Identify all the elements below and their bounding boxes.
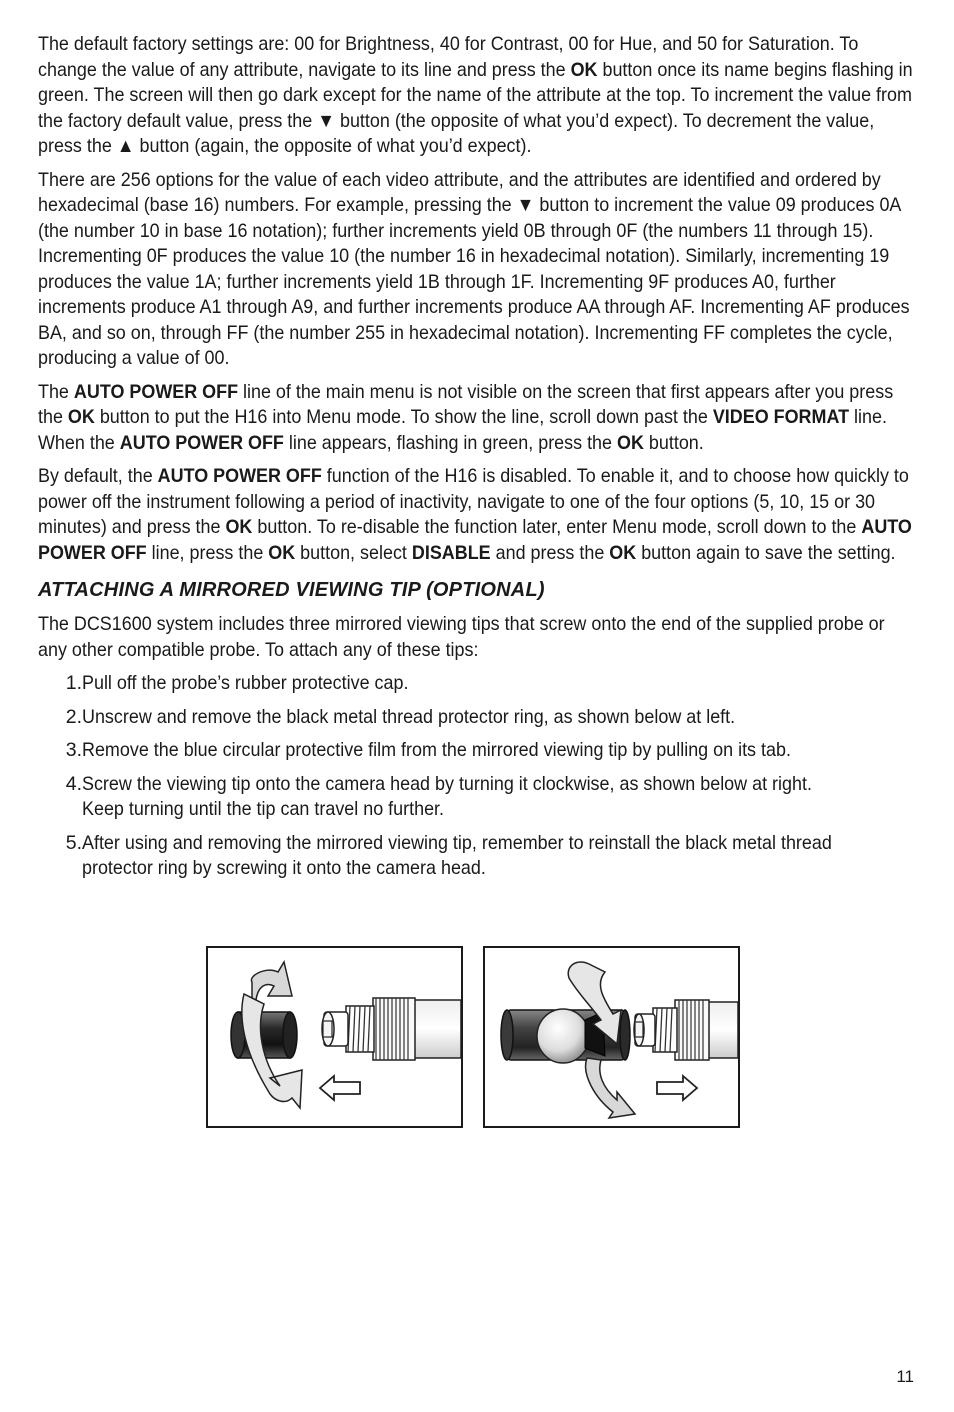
- step-number: 5.: [65, 831, 82, 854]
- step-text: Pull off the probe’s rubber protective cap.: [82, 672, 409, 694]
- camera-head: [322, 1012, 348, 1046]
- text-run: button. To re-disable the function later, enter Menu mode, scroll down to the: [252, 516, 862, 538]
- step-text: Remove the blue circular protective film from the mirrored viewing tip by pulling on its tab.: [82, 739, 791, 761]
- step-number: 4.: [65, 772, 82, 795]
- text-run: button, select: [295, 541, 412, 564]
- probe-cable: [707, 1002, 738, 1058]
- step-item: [38, 772, 914, 823]
- arrow-left-icon: [320, 1076, 360, 1100]
- text-run: function of the H16 is disabled. To enable it, and to choose how quickly to power off the instrument following a period of inactivity, navigate to one of the four options (5, 10, 15 or 30 minutes) and press the: [38, 465, 909, 538]
- bold-term: OK: [609, 541, 637, 564]
- page-body: [38, 32, 914, 890]
- arrow-right-icon: [657, 1076, 697, 1100]
- probe-cable: [413, 1000, 461, 1058]
- steps-list: [38, 671, 914, 882]
- text-run: By default, the: [38, 465, 158, 487]
- text-run: line of the main menu is not visible on the screen that first appears after you press the: [38, 380, 894, 428]
- text-run: line appears, flashing in green, press the: [283, 431, 617, 454]
- step-item: [38, 705, 914, 731]
- figure-attach-tip: [483, 946, 740, 1128]
- bold-term: AUTO POWER OFF: [119, 431, 284, 454]
- text-run: The: [38, 380, 74, 403]
- step-text: Unscrew and remove the black metal thread protector ring, as shown below at left.: [82, 705, 736, 728]
- bold-term: VIDEO FORMAT: [712, 406, 850, 428]
- paragraph-3: [38, 380, 914, 457]
- camera-head: [634, 1014, 655, 1046]
- body-text: [38, 32, 914, 566]
- bold-term: AUTO POWER OFF: [38, 516, 912, 564]
- step-item: [38, 671, 914, 697]
- text-run: button.: [643, 431, 704, 454]
- attach-tip-illustration: [485, 948, 738, 1126]
- paragraph-2: [38, 168, 914, 372]
- knurled-grip: [675, 1000, 709, 1060]
- text-run: button once its name begins flashing in green. The screen will then go dark except for the name of the attribute at the top. To increment the value from the factory default value, press the ▼ button (the opposite of what you’d expect). To decrement the value, press the ▲ button (again, the opposite of what you’d expect).: [38, 58, 913, 157]
- bold-term: OK: [268, 541, 296, 564]
- text-run: button again to save the setting.: [636, 541, 896, 564]
- page-number: 11: [896, 1367, 914, 1386]
- bold-term: OK: [616, 431, 644, 454]
- rotate-arrow-lower-icon: [586, 1058, 635, 1118]
- thread-section: [653, 1008, 677, 1052]
- bold-term: OK: [225, 516, 253, 538]
- step-number: 3.: [65, 739, 82, 761]
- text-run: button to put the H16 into Menu mode. To show the line, scroll down past the: [94, 406, 713, 428]
- step-item: [38, 831, 914, 882]
- text-run: The default factory settings are: 00 for Brightness, 40 for Contrast, 00 for Hue, and 50 for Saturation. To change the value of any attribute, navigate to its line and press the: [38, 33, 859, 81]
- mirror-lens: [537, 1009, 589, 1063]
- paragraph-1: [38, 32, 914, 160]
- knurled-grip: [373, 998, 415, 1060]
- figure-remove-ring: [206, 946, 463, 1128]
- figure-row: [206, 946, 741, 1130]
- bold-term: OK: [570, 58, 598, 81]
- bold-term: AUTO POWER OFF: [73, 380, 239, 403]
- text-run: line, press the: [146, 541, 269, 564]
- rotate-arrow-icon: [251, 962, 292, 1000]
- bold-term: DISABLE: [411, 541, 491, 564]
- thread-section: [346, 1006, 374, 1052]
- step-number: 1.: [65, 672, 82, 694]
- text-run: and press the: [490, 541, 610, 564]
- bold-term: OK: [67, 406, 95, 428]
- step-text: After using and removing the mirrored viewing tip, remember to reinstall the black metal thread protector ring by screwing it onto the camera head.: [82, 831, 832, 879]
- step-number: 2.: [65, 705, 82, 728]
- text-run: line. When the: [38, 406, 887, 454]
- bold-term: AUTO POWER OFF: [157, 465, 322, 487]
- step-text: Screw the viewing tip onto the camera head by turning it clockwise, as shown below at right. Keep turning until the tip can travel no further.: [82, 772, 812, 820]
- remove-ring-illustration: [208, 948, 461, 1126]
- section-intro: The DCS1600 system includes three mirrored viewing tips that screw onto the end of the supplied probe or any other compatible probe. To attach any of these tips:: [38, 613, 885, 661]
- paragraph-4: [38, 464, 914, 566]
- step-item: [38, 738, 914, 764]
- section-heading: ATTACHING A MIRRORED VIEWING TIP (OPTIONAL): [38, 579, 545, 601]
- text-run: There are 256 options for the value of each video attribute, and the attributes are identified and ordered by hexadecimal (base 16) numbers. For example, pressing the ▼ button to increment the value 09 produces 0A (the number 10 in base 16 notation); further increments yield 0B through 0F (the numbers 11 through 15). Incrementing 0F produces the value 10 (the number 16 in hexadecimal notation). Similarly, incrementing 19 produces the value 1A; further increments yield 1B through 1F. Incrementing 9F produces A0, further increments produce A1 through A9, and further increments produce AA through AF. Incrementing AF produces BA, and so on, through FF (the number 255 in hexadecimal notation). Incrementing FF completes the cycle, producing a value of 00.: [38, 168, 910, 369]
